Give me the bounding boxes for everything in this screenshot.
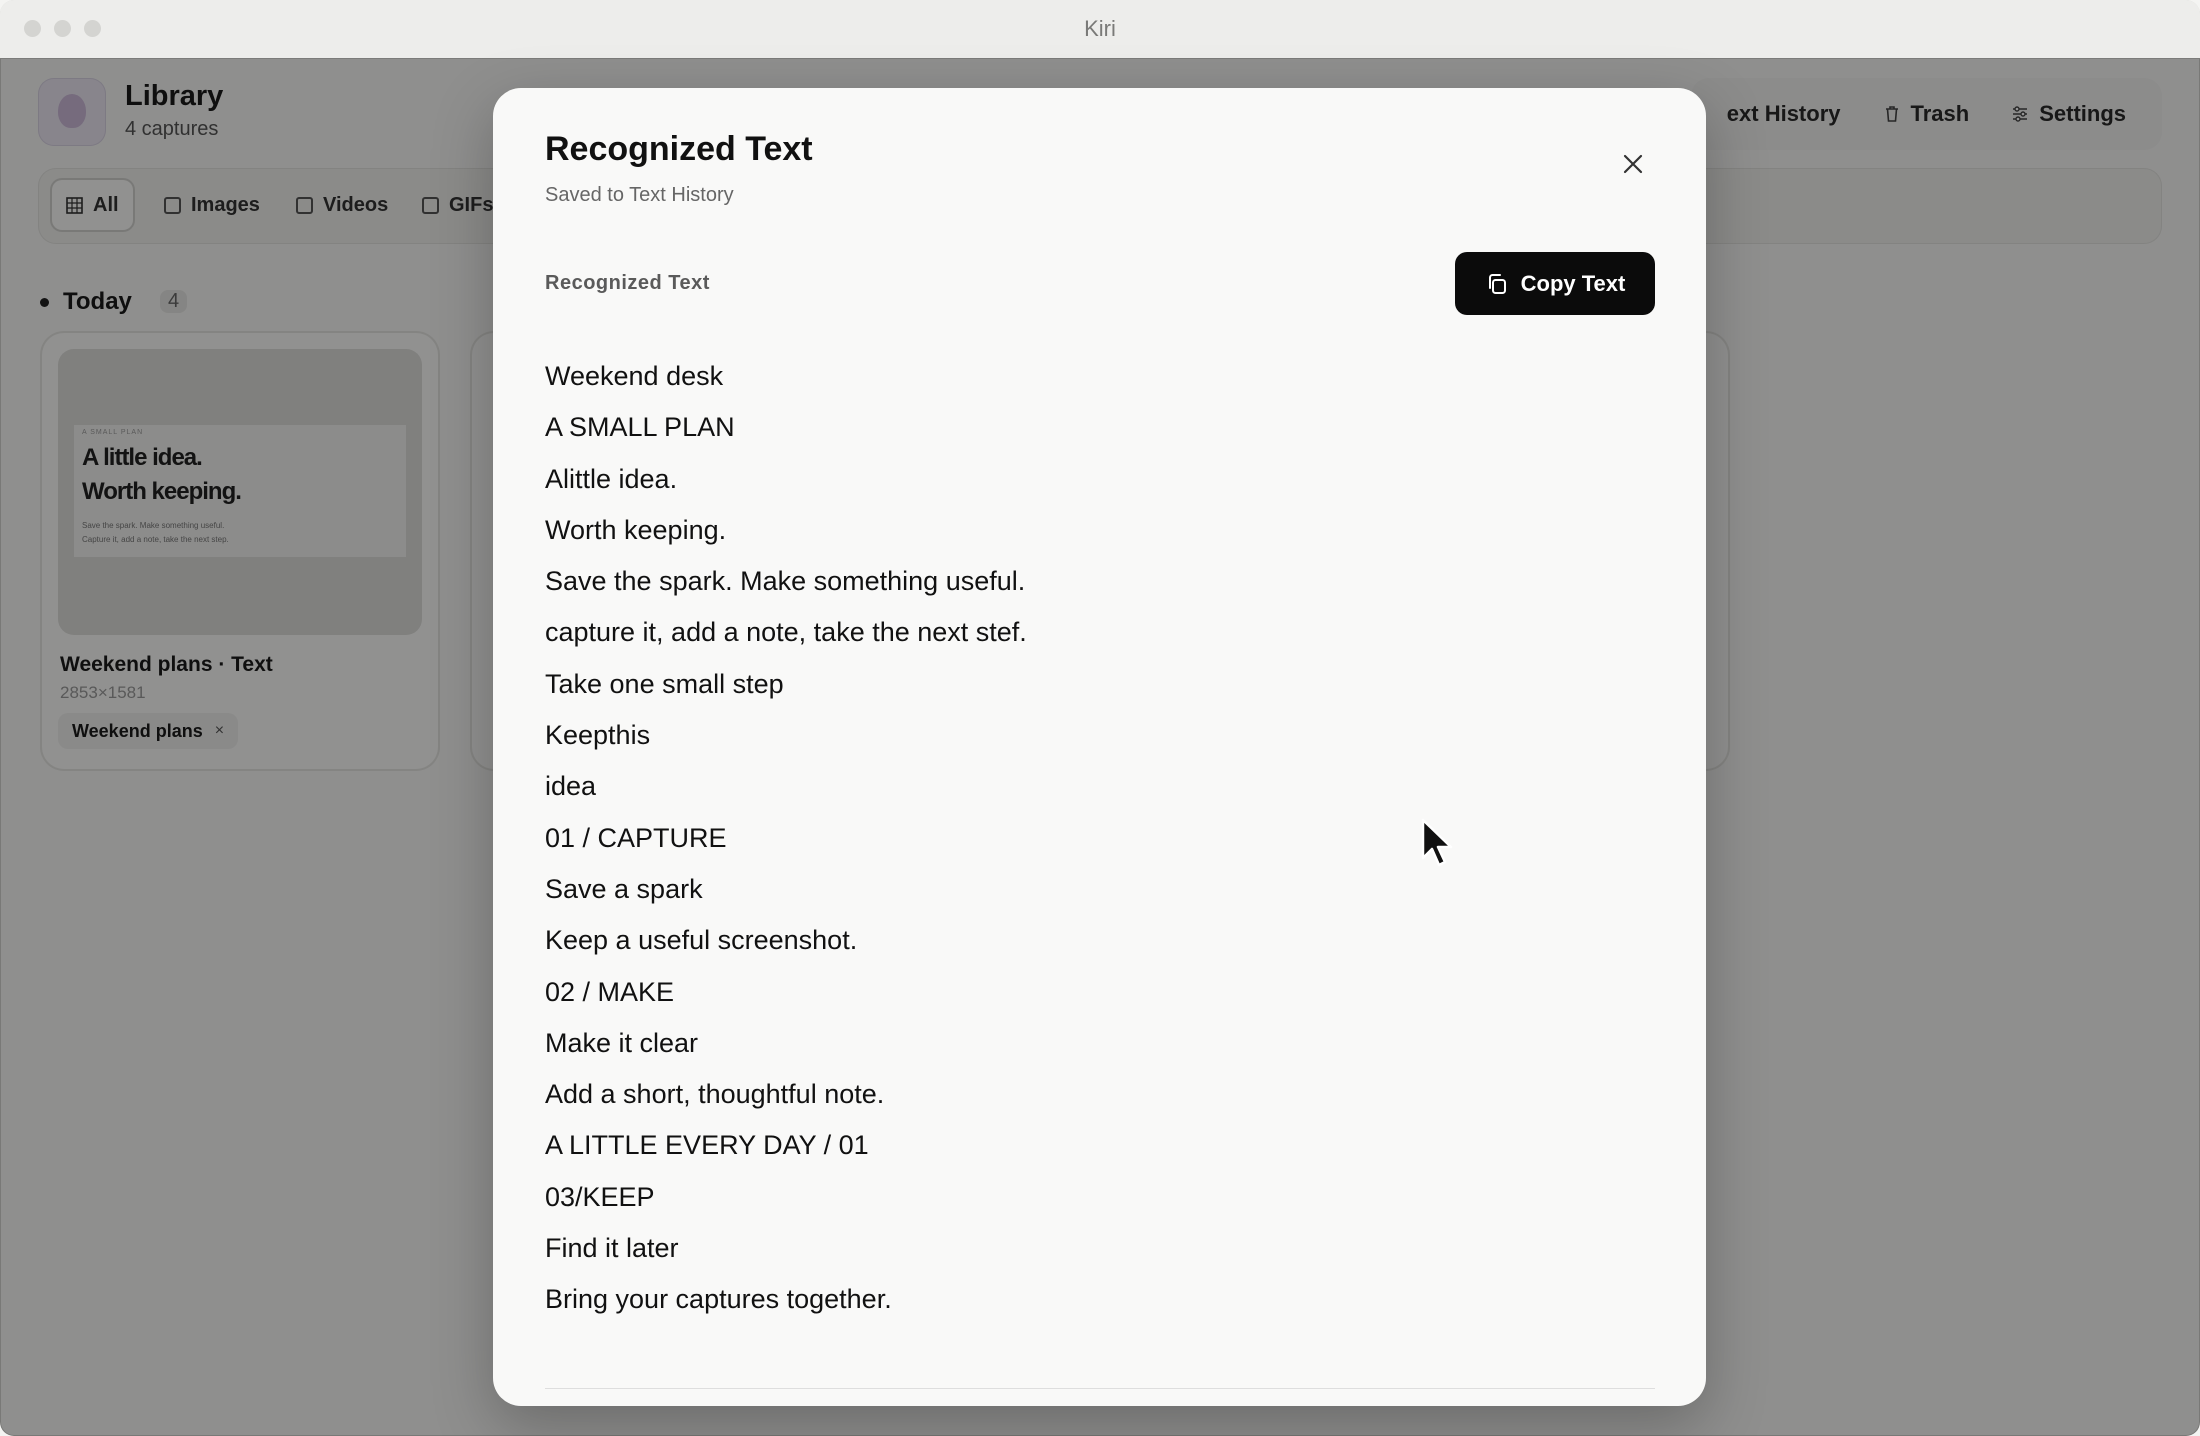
close-dialog-button[interactable]: [1613, 144, 1653, 184]
text-line: 02 / MAKE: [545, 976, 675, 1007]
text-line: Save a spark: [545, 873, 703, 904]
text-line: Alittle idea.: [545, 463, 678, 494]
mouse-cursor-icon: [1420, 818, 1456, 870]
window-title: Kiri: [1084, 16, 1116, 41]
tag-label: Weekend plans: [72, 720, 203, 741]
text-line: Keepthis: [545, 720, 651, 751]
text-line: Find it later: [545, 1233, 679, 1264]
recognized-text-dialog: [493, 88, 1706, 1406]
text-line: A LITTLE EVERY DAY / 01: [545, 1130, 869, 1161]
thumbnail-headline-line: Worth keeping.: [82, 478, 241, 505]
text-line: idea: [545, 771, 597, 802]
text-line: Take one small step: [545, 668, 784, 699]
title-bar: [0, 0, 2200, 59]
capture-title: Weekend plans · Text: [60, 653, 273, 676]
text-line: Worth keeping.: [545, 514, 727, 545]
text-line: Add a short, thoughtful note.: [545, 1079, 885, 1110]
recognized-text-label: Recognized Text: [545, 272, 710, 294]
thumbnail-body-line: Save the spark. Make something useful.: [82, 521, 225, 530]
text-line: 01 / CAPTURE: [545, 822, 727, 853]
dialog-title: Recognized Text: [545, 130, 813, 168]
close-icon: [1622, 153, 1644, 175]
remove-tag-button[interactable]: ×: [214, 722, 225, 739]
library-capture-count: 4 captures: [125, 118, 219, 140]
text-line: Make it clear: [545, 1027, 699, 1058]
thumbnail-eyebrow: A SMALL PLAN: [82, 429, 144, 436]
text-line: Keep a useful screenshot.: [545, 925, 858, 956]
copy-button-label: Copy Text: [1520, 270, 1626, 296]
section-label: Today: [63, 288, 132, 315]
nav-item-label: ext History: [1726, 101, 1841, 126]
thumbnail-body-line: Capture it, add a note, take the next step.: [82, 535, 229, 544]
thumbnail-headline-line: A little idea.: [82, 444, 202, 471]
text-line: 03/KEEP: [545, 1181, 655, 1212]
copy-text-button[interactable]: [1455, 252, 1655, 315]
capture-dimensions: 2853×1581: [60, 683, 146, 702]
text-line: Save the spark. Make something useful.: [545, 566, 1026, 597]
text-line: capture it, add a note, take the next stef.: [545, 617, 1027, 648]
divider: [545, 1388, 1655, 1389]
recognized-text-lines[interactable]: [545, 360, 1645, 1335]
section-count-badge: 4: [160, 290, 187, 313]
nav-item-label: Trash: [1910, 101, 1970, 126]
filter-label: All: [93, 193, 119, 216]
filter-label: GIFs: [449, 193, 494, 216]
copy-icon: [1485, 272, 1509, 296]
text-line: Weekend desk: [545, 361, 724, 391]
filter-label: Videos: [323, 193, 389, 216]
text-line: Bring your captures together.: [545, 1284, 892, 1315]
filter-label: Images: [191, 193, 260, 216]
library-title: Library: [125, 80, 224, 112]
dialog-subtitle: Saved to Text History: [545, 184, 734, 206]
nav-item-label: Settings: [2039, 101, 2126, 126]
text-line: A SMALL PLAN: [545, 412, 735, 443]
